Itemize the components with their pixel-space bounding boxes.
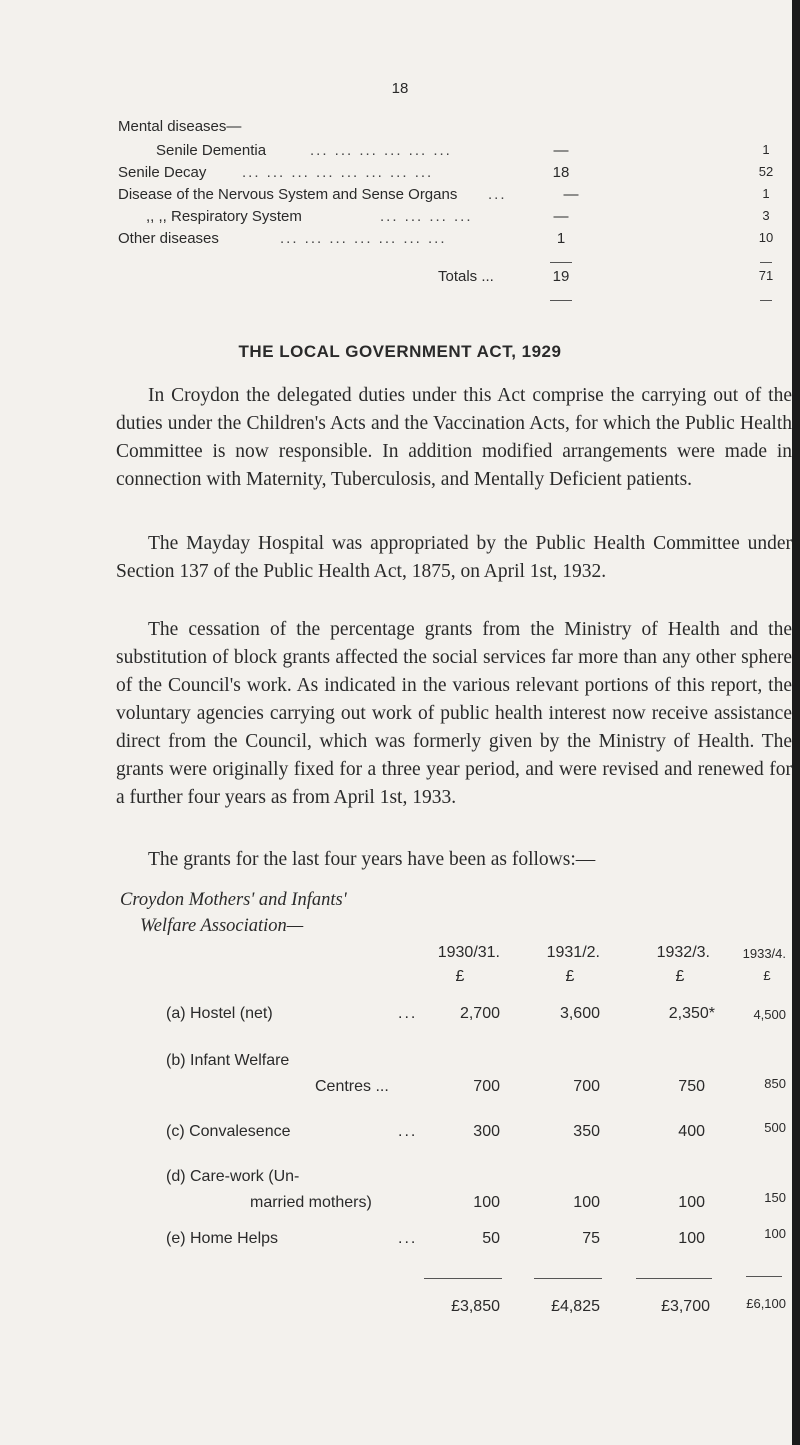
row-label-line1: (b) Infant Welfare (166, 1052, 290, 1069)
row-col2: 10 (758, 230, 774, 245)
row-label: (c) Convalesence (166, 1123, 291, 1140)
total-cell: £6,100 (746, 1296, 786, 1311)
row-label: Disease of the Nervous System and Sense Organs (118, 186, 458, 203)
section-title: THE LOCAL GOVERNMENT ACT, 1929 (238, 342, 562, 361)
leader-dots: ... ... ... ... ... ... (310, 142, 452, 159)
totals-col1: 19 (552, 268, 570, 285)
row-col2: 1 (762, 142, 770, 157)
table-cell: 850 (764, 1076, 786, 1091)
row-col1: — (563, 186, 579, 203)
table-row (118, 208, 790, 230)
rule (746, 1276, 782, 1277)
table-row (118, 230, 790, 252)
leader-dots: ... (398, 1123, 418, 1140)
total-cell: £4,825 (551, 1298, 600, 1315)
table-cell: 50 (482, 1230, 500, 1247)
rule (550, 262, 572, 263)
table-cell: 750 (678, 1078, 705, 1095)
table-cell: 100 (473, 1194, 500, 1211)
table-cell: 400 (678, 1123, 705, 1140)
leader-dots: ... ... ... ... ... ... ... (280, 230, 447, 247)
totals-row (118, 268, 790, 290)
row-col1: — (553, 208, 569, 225)
association-title: Croydon Mothers' and Infants' (120, 890, 347, 910)
table-row (118, 164, 790, 186)
paragraph: The grants for the last four years have been as follows:— (148, 849, 596, 870)
currency-symbol: £ (763, 968, 771, 983)
table-cell: 100 (678, 1230, 705, 1247)
row-col2: 52 (758, 164, 774, 179)
association-subtitle: Welfare Association— (140, 916, 304, 936)
row-label: Senile Decay (118, 164, 207, 181)
table-cell: 2,700 (459, 1005, 500, 1022)
table-cell: 100 (573, 1194, 600, 1211)
row-label-line1: (d) Care-work (Un- (166, 1168, 300, 1185)
table-cell: 2,350* (668, 1005, 715, 1022)
rule (424, 1278, 502, 1279)
table-cell: 350 (573, 1123, 600, 1140)
page-number: 18 (391, 80, 409, 97)
rule (550, 300, 572, 301)
row-label: Senile Dementia (156, 142, 267, 159)
rule (534, 1278, 602, 1279)
row-label: Centres ... (315, 1078, 389, 1095)
rule (760, 262, 772, 263)
leader-dots: ... (398, 1230, 418, 1247)
totals-col2: 71 (758, 268, 774, 283)
table-cell: 300 (473, 1123, 500, 1140)
table-cell: 500 (764, 1120, 786, 1135)
currency-symbol: £ (455, 968, 465, 985)
paragraph: In Croydon the delegated duties under this Act comprise the carrying out of the duties under the Children's Acts and the Vaccination Acts, for which the Public Health Committee is now responsible. In addition modified arrangements were made in connection with Maternity, Tuberculosis, and Mentally Deficient patients. (116, 385, 792, 490)
paragraph: The Mayday Hospital was appropriated by the Public Health Committee under Section 137 of the Public Health Act, 1875, on April 1st, 1932. (116, 533, 792, 582)
row-label: Other diseases (118, 230, 219, 247)
row-label: (e) Home Helps (166, 1230, 279, 1247)
table-cell: 700 (473, 1078, 500, 1095)
mental-diseases-heading: Mental diseases— (118, 118, 242, 135)
row-col1: — (553, 142, 569, 159)
row-label: (a) Hostel (net) (166, 1005, 273, 1022)
table-cell: 100 (678, 1194, 705, 1211)
table-cell: 75 (582, 1230, 600, 1247)
column-header: 1933/4. (742, 946, 786, 961)
rule (760, 300, 772, 301)
row-col2: 3 (762, 208, 770, 223)
column-header: 1930/31. (437, 944, 500, 961)
row-label: ,, ,, Respiratory System (146, 208, 302, 225)
table-cell: 4,500 (753, 1007, 786, 1022)
rule (636, 1278, 712, 1279)
row-col1: 1 (556, 230, 566, 247)
row-col1: 18 (552, 164, 570, 181)
table-cell: 100 (764, 1226, 786, 1241)
column-header: 1932/3. (656, 944, 710, 961)
leader-dots: ... (398, 1005, 418, 1022)
leader-dots: ... ... ... ... ... ... ... ... (242, 164, 434, 181)
table-cell: 700 (573, 1078, 600, 1095)
paragraph: The cessation of the percentage grants from the Ministry of Health and the substitution of block grants affected the social services far more than any other sphere of the Council's work. As indicated in the various relevant portions of this report, the voluntary agencies carrying out work of public health interest now receive assistance direct from the Council, which was formerly given by the Ministry of Health. The grants were originally fixed for a three year period, and were revised and renewed for a further four years as from April 1st, 1933. (116, 619, 792, 808)
page-edge-shadow (792, 0, 800, 1445)
table-row (118, 142, 790, 164)
table-cell: 150 (764, 1190, 786, 1205)
row-col2: 1 (762, 186, 770, 201)
currency-symbol: £ (565, 968, 575, 985)
row-label: married mothers) (250, 1194, 372, 1211)
total-cell: £3,850 (451, 1298, 500, 1315)
table-cell: 3,600 (559, 1005, 600, 1022)
total-cell: £3,700 (661, 1298, 710, 1315)
column-header: 1931/2. (546, 944, 600, 961)
table-row (118, 186, 790, 208)
currency-symbol: £ (675, 968, 685, 985)
leader-dots: ... (488, 186, 507, 203)
leader-dots: ... ... ... ... (380, 208, 473, 225)
totals-label: Totals ... (438, 268, 494, 285)
